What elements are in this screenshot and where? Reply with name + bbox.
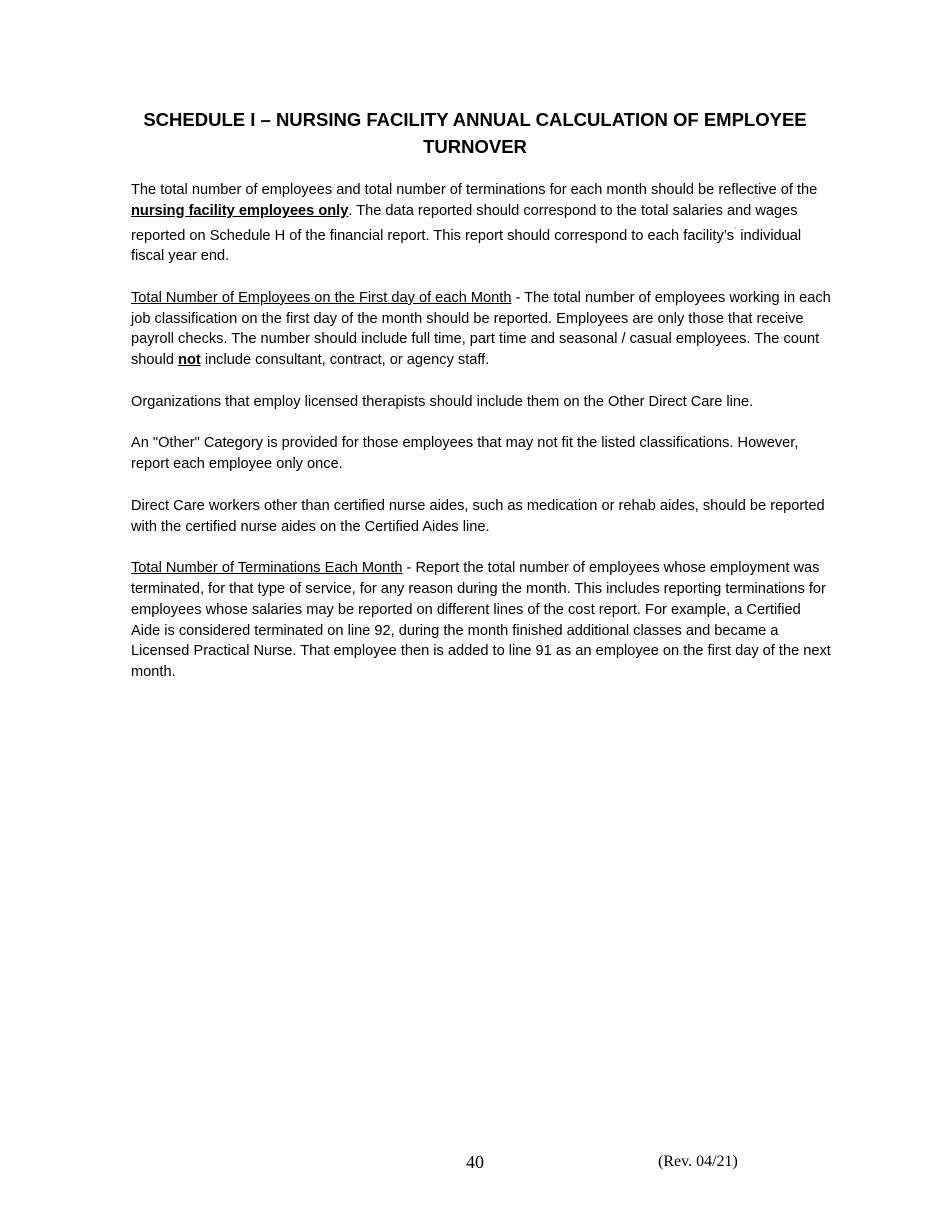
employees-heading: Total Number of Employees on the First day of each Month bbox=[131, 289, 512, 306]
paragraph-employees-text-2: include consultant, contract, or agency staff. bbox=[200, 352, 490, 369]
paragraph-employees bbox=[131, 288, 831, 371]
paragraph-terminations-text: - Report the total number of employees whose employment was terminated, for that type of service, for any reason during the month. This includes reporting terminations for employees whose salaries may be reported on different lines of the cost report. For example, a Certified Aide is considered terminated on line 92, during the month finished additional classes and became a Licensed Practical Nurse. That employee then is added to line 91 as an employee on the first day of the next month. bbox=[131, 560, 831, 681]
not-emphasis: not bbox=[178, 352, 201, 369]
paragraph-intro-text-1: The total number of employees and total number of terminations for each month should be reflective of the bbox=[131, 182, 818, 198]
revision-label: (Rev. 04/21) bbox=[658, 1153, 738, 1170]
page-title: SCHEDULE I – NURSING FACILITY ANNUAL CALCULATION OF EMPLOYEE TURNOVER bbox=[143, 109, 807, 157]
document-body bbox=[131, 180, 831, 704]
paragraph-intro-text-3: individual fiscal year end. bbox=[131, 227, 802, 265]
nursing-facility-emphasis: nursing facility employees only bbox=[131, 202, 349, 219]
page-number: 40 bbox=[466, 1152, 484, 1172]
paragraph-employees-text-1: - The total number of employees working in each job classification on the first day of the month should be reported. Employees are only those that receive payroll checks. The number should include full time, part time and seasonal / casual employees. The count should bbox=[131, 289, 831, 369]
paragraph-therapists: Organizations that employ licensed therapists should include them on the Other Direct Care line. bbox=[131, 393, 754, 410]
revision-mark: ’ bbox=[734, 225, 737, 237]
terminations-heading: Total Number of Terminations Each Month bbox=[131, 560, 403, 577]
paragraph-intro-text-2: . The data reported should correspond to the total salaries and wages reported on Schedule H of the financial report. This report should correspond to each facility’s bbox=[131, 202, 798, 244]
paragraph-terminations bbox=[131, 558, 831, 683]
paragraph-direct-care: Direct Care workers other than certified nurse aides, such as medication or rehab aides, should be reported with the certified nurse aides on the Certified Aides line. bbox=[131, 497, 825, 535]
paragraph-other-category: An "Other" Category is provided for those employees that may not fit the listed classifications. However, report each employee only once. bbox=[131, 435, 799, 473]
paragraph-intro bbox=[131, 180, 831, 267]
